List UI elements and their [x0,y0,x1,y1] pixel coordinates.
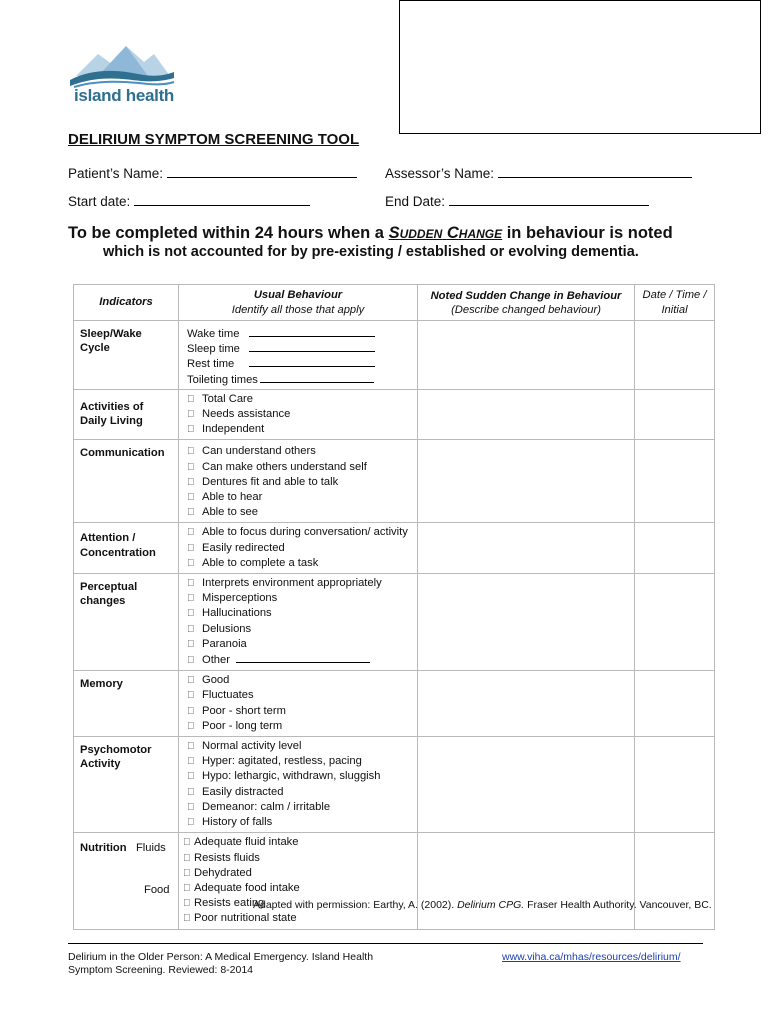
psychomotor-change-cell[interactable] [418,737,635,833]
mountain-logo-icon [68,40,178,90]
checkbox-icon [187,607,196,621]
table-row [74,737,715,833]
perceptual-date-cell[interactable] [635,574,715,671]
memory-date-cell[interactable] [635,671,715,737]
table-row [74,440,715,523]
screening-table [73,284,715,930]
checkbox-option[interactable]: Other [187,652,417,668]
sleep-wake-change-cell[interactable] [418,321,635,390]
perceptual-change-cell[interactable] [418,574,635,671]
checkbox-icon [187,445,196,459]
attention-change-cell[interactable] [418,523,635,574]
checkbox-icon [187,689,196,703]
checkbox-icon [187,461,196,475]
footer-link[interactable]: www.viha.ca/mhas/resources/delirium/ [502,951,681,963]
attention-label: Attention / Concentration [74,523,179,574]
adl-label: Activities of Daily Living [74,389,179,440]
other-input[interactable] [236,652,370,663]
checkbox-option[interactable]: Poor nutritional state [183,911,417,926]
checkbox-option[interactable]: Poor - long term [187,719,417,734]
checkbox-option[interactable]: Hypo: lethargic, withdrawn, sluggish [187,769,417,784]
table-row [74,833,715,929]
checkbox-option[interactable]: Adequate food intake [183,881,417,896]
perceptual-label: Perceptual changes [74,574,179,671]
checkbox-icon [187,557,196,571]
footer-divider [68,943,703,944]
memory-change-cell[interactable] [418,671,635,737]
checkbox-option[interactable]: Normal activity level [187,739,417,754]
checkbox-icon [183,852,192,866]
checkbox-icon [187,770,196,784]
checkbox-option[interactable]: Easily redirected [187,541,417,556]
checkbox-icon [183,836,192,850]
checkbox-icon [187,491,196,505]
assessor-name-field [385,165,692,181]
checkbox-option[interactable]: Resists eating [183,896,417,911]
memory-options [179,660,418,737]
checkbox-icon [187,720,196,734]
indicators-header: Indicators [74,285,179,321]
checkbox-option[interactable]: Hallucinations [187,606,417,621]
attention-date-cell[interactable] [635,523,715,574]
checkbox-icon [187,623,196,637]
checkbox-option[interactable]: Dehydrated [183,866,417,881]
checkbox-icon [183,867,192,881]
brand-name: island health [74,86,175,105]
checkbox-icon [187,705,196,719]
sleep-time-input[interactable] [249,341,375,352]
checkbox-option[interactable]: Independent [187,422,417,437]
checkbox-icon [187,542,196,556]
checkbox-icon [187,592,196,606]
checkbox-option[interactable]: Fluctuates [187,688,417,703]
start-date-line[interactable] [134,193,310,206]
checkbox-icon [187,577,196,591]
patient-label-box [399,0,761,134]
attribution-note: Adapted with permission: Earthy, A. (2002). Delirium CPG. Fraser Health Authority. Vancouver, BC. [253,899,712,911]
table-row [74,321,715,390]
checkbox-icon [187,408,196,422]
checkbox-icon [183,897,192,911]
checkbox-icon [187,786,196,800]
attention-options [179,520,418,574]
psychomotor-date-cell[interactable] [635,737,715,833]
checkbox-icon [187,755,196,769]
table-row [74,574,715,671]
communication-change-cell[interactable] [418,440,635,523]
assessor-name-line[interactable] [498,165,692,178]
checkbox-option[interactable]: Able to focus during conversation/ activity [187,525,417,540]
checkbox-icon [183,882,192,896]
table-header-row [74,285,715,321]
nutrition-label: Nutrition Fluids Food [74,833,179,929]
checkbox-icon [187,740,196,754]
communication-options [179,440,418,523]
checkbox-option[interactable]: Interprets environment appropriately [187,576,417,591]
checkbox-icon [187,423,196,437]
noted-change-header: Noted Sudden Change in Behaviour (Describe changed behaviour) [418,285,635,321]
checkbox-option[interactable]: Dentures fit and able to talk [187,475,417,490]
checkbox-option[interactable]: Poor - short term [187,704,417,719]
perceptual-options [179,568,418,671]
checkbox-option[interactable]: Able to see [187,505,417,520]
checkbox-icon [187,393,196,407]
usual-behaviour-header: Usual Behaviour Identify all those that apply [179,285,418,321]
checkbox-option[interactable]: Needs assistance [187,407,417,422]
start-date-field [68,193,310,209]
end-date-field [385,193,649,209]
checkbox-option[interactable]: Hyper: agitated, restless, pacing [187,754,417,769]
page-title: DELIRIUM SYMPTOM SCREENING TOOL [68,131,360,148]
checkbox-option[interactable]: Total Care [187,392,417,407]
communication-date-cell[interactable] [635,440,715,523]
sleep-wake-options: Wake time Sleep time Rest time Toileting times [179,321,418,390]
checkbox-icon [187,638,196,652]
rest-time-input[interactable] [249,356,375,367]
adl-change-cell[interactable] [418,389,635,440]
memory-label: Memory [74,671,179,737]
adl-options [179,389,418,440]
footer-text: Delirium in the Older Person: A Medical Emergency. Island Health Symptom Screening. Reviewed: 8-2014 [68,951,374,976]
nutrition-change-cell[interactable] [418,833,635,929]
checkbox-option[interactable]: Can understand others [187,444,417,459]
patient-name-line[interactable] [167,165,357,178]
psychomotor-label: Psychomotor Activity [74,737,179,833]
checkbox-option[interactable]: Delusions [187,622,417,637]
nutrition-date-cell[interactable] [635,833,715,929]
end-date-label: End Date: [385,194,446,209]
checkbox-option[interactable]: Misperceptions [187,591,417,606]
adl-date-cell[interactable] [635,389,715,440]
checkbox-option[interactable]: Adequate fluid intake [183,835,417,850]
checkbox-icon [187,506,196,520]
table-row [74,671,715,737]
instruction-subheading: which is not accounted for by pre-existing / established or evolving dementia. [103,244,639,260]
checkbox-icon [187,526,196,540]
patient-name-label: Patient’s Name: [68,166,164,181]
checkbox-icon [187,816,196,830]
table-row [74,389,715,440]
date-time-header: Date / Time / Initial [635,285,715,321]
sleep-wake-date-cell[interactable] [635,321,715,390]
checkbox-option[interactable]: Easily distracted [187,785,417,800]
sleep-wake-label: Sleep/Wake Cycle [74,321,179,390]
assessor-name-label: Assessor’s Name: [385,166,495,181]
wake-time-input[interactable] [249,326,375,337]
checkbox-icon [187,801,196,815]
checkbox-option[interactable]: Demeanor: calm / irritable [187,800,417,815]
checkbox-option[interactable]: Can make others understand self [187,460,417,475]
checkbox-option[interactable]: History of falls [187,815,417,830]
psychomotor-options [179,722,418,833]
checkbox-icon [183,912,192,926]
checkbox-icon [187,476,196,490]
instruction-heading: To be completed within 24 hours when a SUDDEN CHANGE in behaviour is noted [68,224,673,242]
communication-label: Communication [74,440,179,523]
checkbox-option[interactable]: Paranoia [187,637,417,652]
checkbox-icon [187,674,196,688]
toileting-times-input[interactable] [260,372,374,383]
checkbox-option[interactable]: Able to hear [187,490,417,505]
start-date-label: Start date: [68,194,131,209]
nutrition-options [179,812,418,929]
table-row [74,523,715,574]
patient-name-field [68,165,357,181]
end-date-line[interactable] [449,193,649,206]
checkbox-option[interactable]: Able to complete a task [187,556,417,571]
checkbox-option[interactable]: Resists fluids [183,851,417,866]
checkbox-icon [187,654,196,668]
checkbox-option[interactable]: Good [187,673,417,688]
